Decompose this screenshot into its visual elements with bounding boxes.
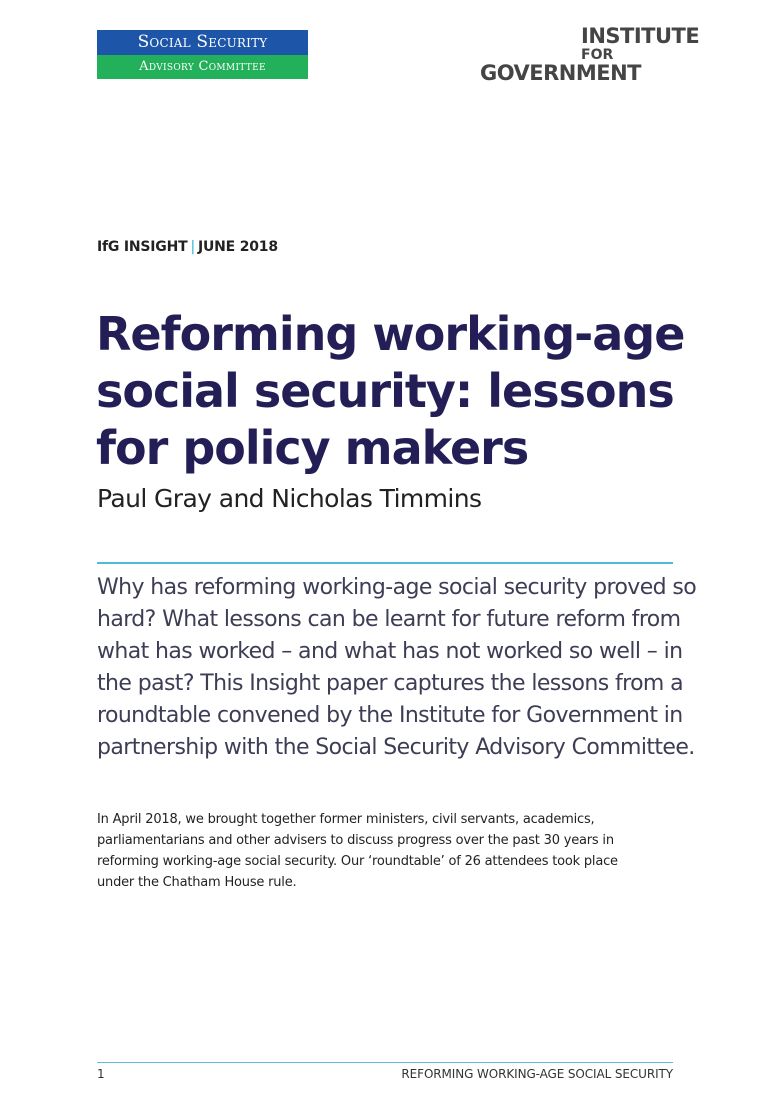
running-head: REFORMING WORKING-AGE SOCIAL SECURITY xyxy=(401,1067,673,1081)
ssac-logo-line2: Advisory Committee xyxy=(97,55,308,79)
divider-top xyxy=(97,562,673,564)
authors: Paul Gray and Nicholas Timmins xyxy=(97,484,482,513)
lede-paragraph: Why has reforming working-age social security proved so hard? What lessons can be learnt for future reform from what has worked – and what has not worked so well – in the past? This Insight paper captures the lessons from a roundtable convened by the Institute for Government in partnership with the Social Security Advisory Committee. xyxy=(97,575,697,760)
ifg-logo-line2: FOR xyxy=(581,47,614,63)
ifg-logo-line3: GOVERNMENT xyxy=(480,61,642,85)
ssac-logo-line1: Social Security xyxy=(97,30,308,55)
ifg-logo-line1: INSTITUTE xyxy=(581,24,700,48)
page-number: 1 xyxy=(97,1067,105,1081)
body-paragraph: In April 2018, we brought together former ministers, civil servants, academics, parliamentarians and other advisers to discuss progress over the past 30 years in reforming working-age social security. Our ‘roundtable’ of 26 attendees took place under the Chatham House rule. xyxy=(97,812,618,890)
page-title: Reforming working-age social security: lessons for policy makers xyxy=(96,307,685,475)
series-label: IfG INSIGHT xyxy=(97,239,188,255)
ssac-logo xyxy=(97,30,308,79)
publication-date: JUNE 2018 xyxy=(197,239,278,255)
kicker-separator: | xyxy=(190,239,195,255)
series-kicker xyxy=(97,239,278,255)
divider-footer xyxy=(97,1062,673,1063)
